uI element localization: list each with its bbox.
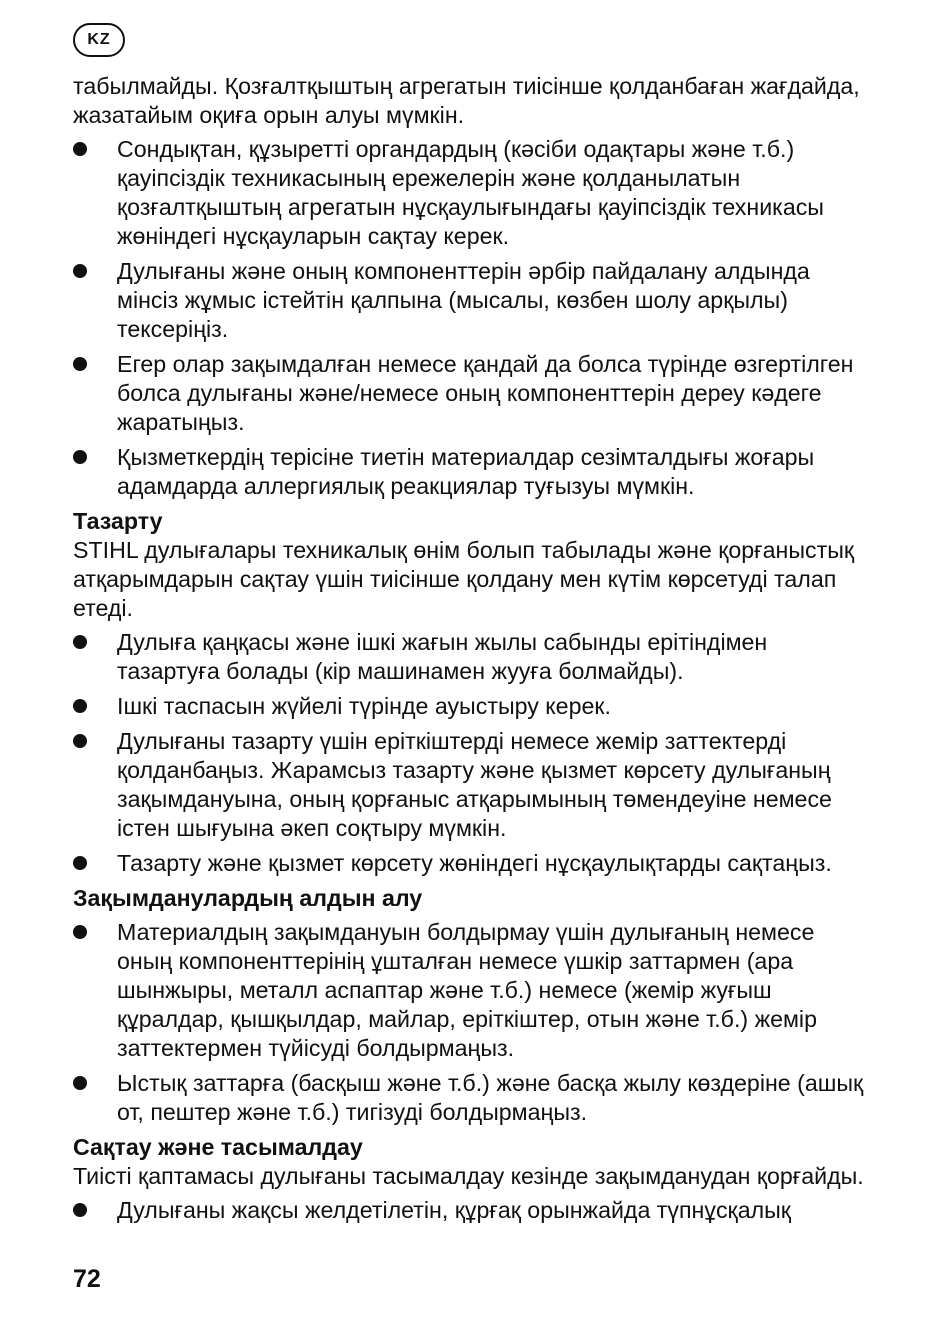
bullet-icon <box>73 699 87 713</box>
bullet-item: Дулығаны және оның компоненттерін әрбір пайдалану алдында мінсіз жұмыс істейтін қалпына (мысалы, көзбен шолу арқылы) тексеріңіз. <box>73 257 873 344</box>
bullet-item: Дулығаны тазарту үшін еріткіштерді немесе жемір заттектерді қолданбаңыз. Жарамсыз тазарту және қызмет көрсету дулығаның зақымдануына, оның қорғаныс атқарымының төмендеуіне немесе істен шығуына әкеп соқтыру мүмкін. <box>73 727 873 843</box>
storage-paragraph: Тиісті қаптамасы дулығаны тасымалдау кезінде зақымданудан қорғайды. <box>73 1163 864 1189</box>
section-heading-cleaning: Тазарту <box>73 508 163 534</box>
bullet-icon <box>73 925 87 939</box>
bullet-item: Егер олар зақымдалған немесе қандай да болса түрінде өзгертілген болса дулығаны және/немесе оның компоненттерін дереу кәдеге жаратыңыз. <box>73 350 873 437</box>
bullet-icon <box>73 1076 87 1090</box>
bullet-item: Дулыға қаңқасы және ішкі жағын жылы сабынды ерітіндімен тазартуға болады (кір машинамен жууға болмайды). <box>73 628 873 686</box>
bullet-icon <box>73 734 87 748</box>
bullet-icon <box>73 1203 87 1217</box>
bullet-item: Материалдың зақымдануын болдырмау үшін дулығаның немесе оның компоненттерінің ұшталған немесе үшкір заттармен (ара шынжыры, металл аспаптар және т.б.) немесе (жемір жуғыш құралдар, қышқылдар, майлар, еріткіштер, отын және т.б.) жемір заттектермен түйісуді болдырмаңыз. <box>73 918 873 1063</box>
cleaning-paragraph: STIHL дулығалары техникалық өнім болып табылады және қорғаныстық атқарымдарын сақтау үшін тиісінше қолдану мен күтім көрсетуді талап етеді. <box>73 537 855 621</box>
section-heading-prevention: Зақымданулардың алдын алу <box>73 885 423 911</box>
bullet-icon <box>73 264 87 278</box>
bullet-item: Сондықтан, құзыретті органдардың (кәсіби одақтары және т.б.) қауіпсіздік техникасының ережелерін және қолданылатын қозғалтқыштың агрегатын нұсқаулығындағы қауіпсіздік техникасы жөніндегі нұсқауларын сақтау керек. <box>73 135 873 251</box>
bullet-icon <box>73 142 87 156</box>
bullet-item: Қызметкердің терісіне тиетін материалдар сезімталдығы жоғары адамдарда аллергиялық реакциялар туғызуы мүмкін. <box>73 443 873 501</box>
document-body <box>73 72 873 1231</box>
bullet-item: Ыстық заттарға (басқыш және т.б.) және басқа жылу көздеріне (ашық от, пештер және т.б.) тигізуді болдырмаңыз. <box>73 1069 873 1127</box>
section-heading-storage: Сақтау және тасымалдау <box>73 1134 363 1160</box>
bullet-item: Ішкі таспасын жүйелі түрінде ауыстыру керек. <box>73 692 873 721</box>
bullet-icon <box>73 856 87 870</box>
bullet-item: Дулығаны жақсы желдетілетін, құрғақ орынжайда түпнұсқалық <box>73 1196 873 1225</box>
bullet-icon <box>73 450 87 464</box>
language-badge: KZ <box>73 23 125 57</box>
bullet-item: Тазарту және қызмет көрсету жөніндегі нұсқаулықтарды сақтаңыз. <box>73 849 873 878</box>
bullet-icon <box>73 635 87 649</box>
bullet-icon <box>73 357 87 371</box>
intro-paragraph: табылмайды. Қозғалтқыштың агрегатын тиісінше қолданбаған жағдайда, жазатайым оқиға орын алуы мүмкін. <box>73 73 860 128</box>
page-number: 72 <box>73 1265 101 1293</box>
